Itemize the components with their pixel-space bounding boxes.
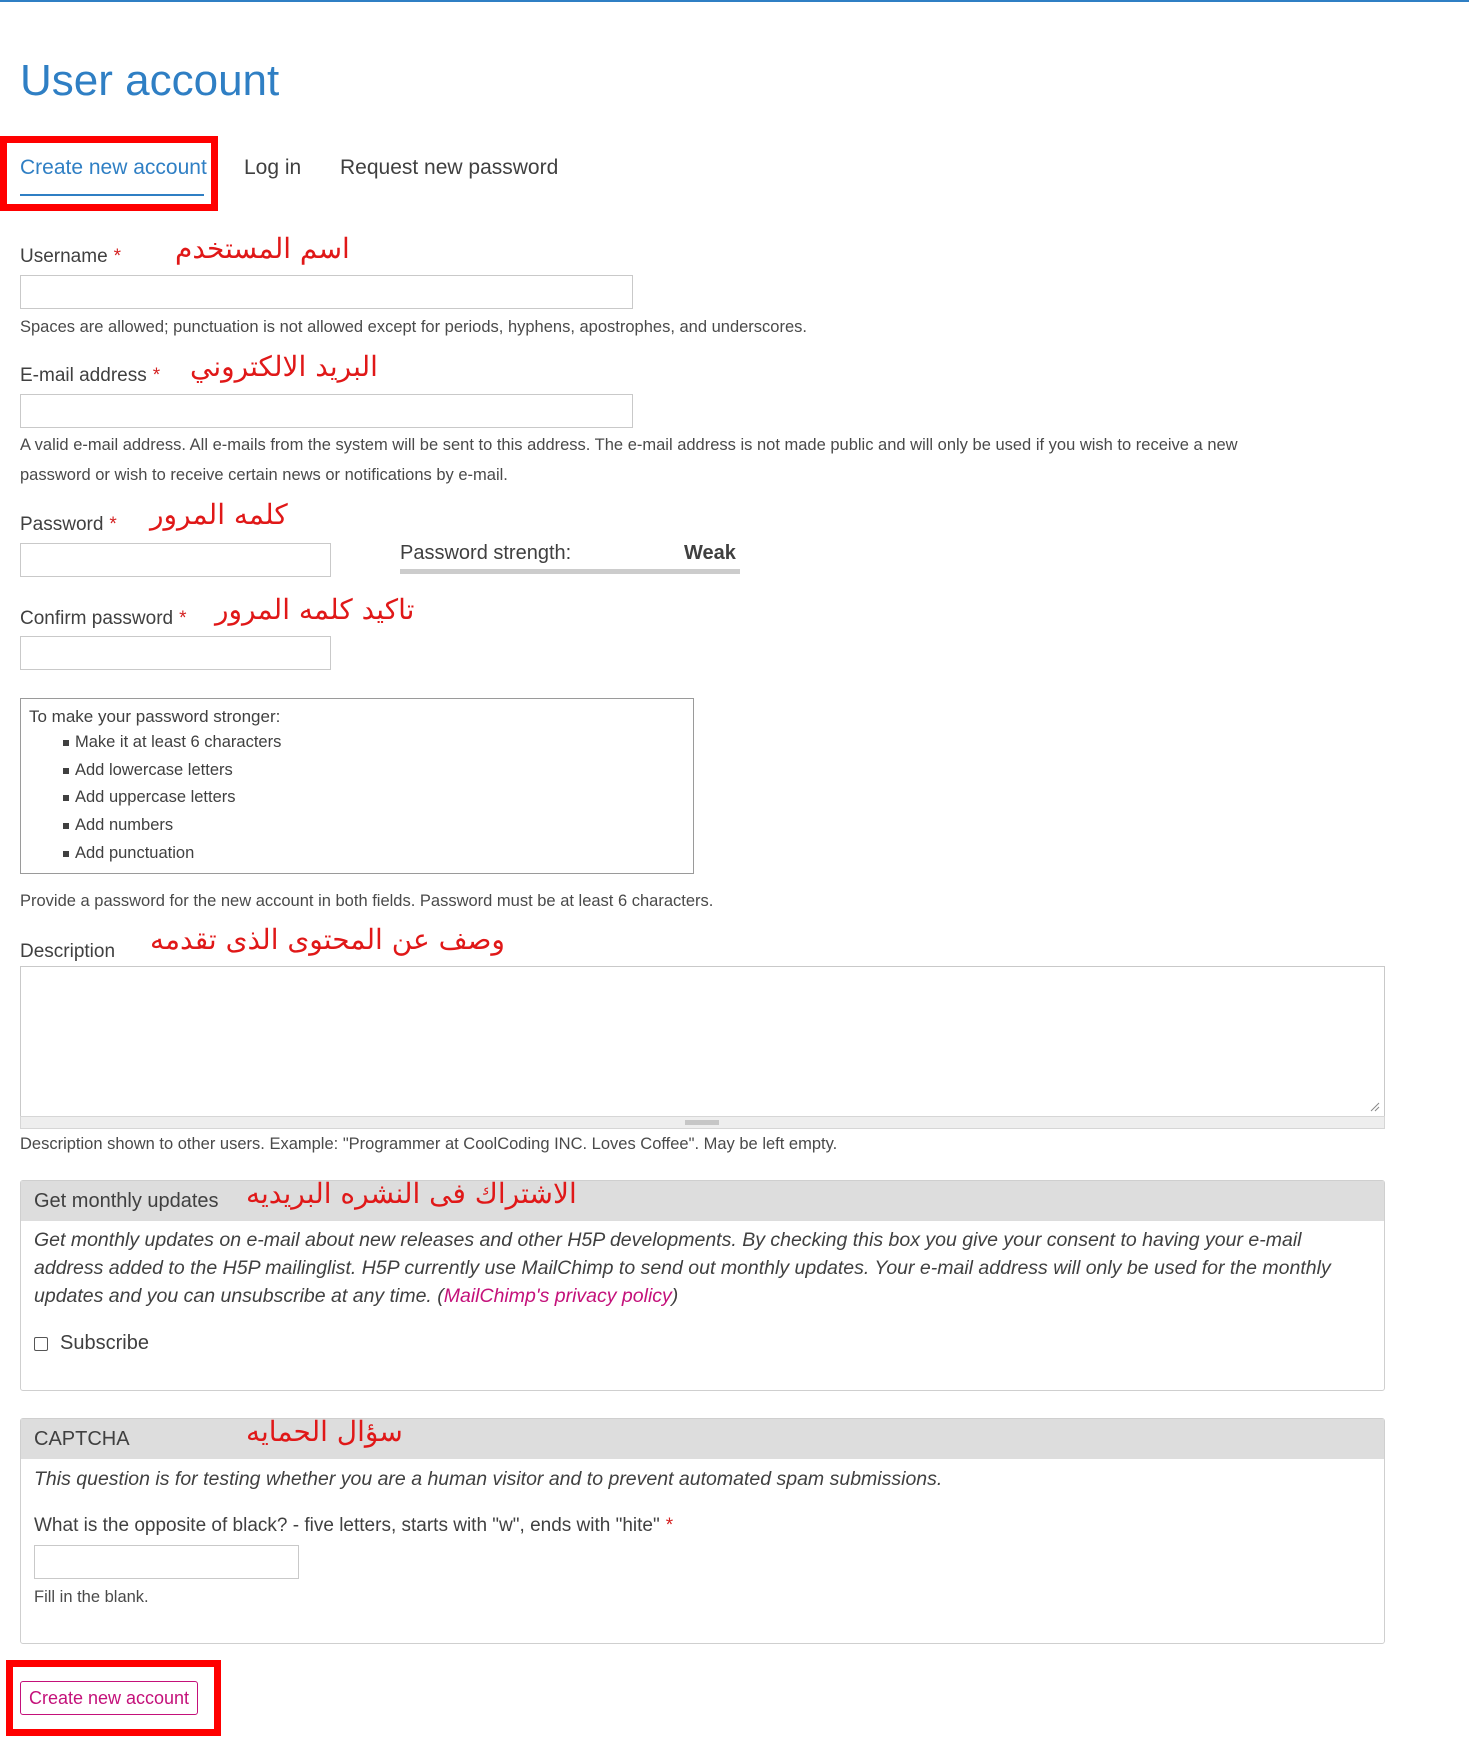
email-annotation: البريد الالكتروني — [190, 350, 378, 383]
tip-text: Add uppercase letters — [75, 788, 236, 807]
list-item — [29, 729, 281, 757]
email-input[interactable] — [20, 394, 633, 428]
subscribe-label[interactable]: Subscribe — [60, 1332, 149, 1354]
required-marker: * — [665, 1515, 674, 1536]
list-item — [29, 840, 281, 868]
page-title: User account — [20, 56, 280, 105]
required-marker: * — [152, 365, 161, 386]
bullet-icon — [63, 823, 69, 829]
captcha-question-text: What is the opposite of black? - five letters, starts with "w", ends with "hite" — [34, 1515, 660, 1536]
bullet-icon — [63, 851, 69, 857]
tip-text: Add numbers — [75, 816, 174, 835]
monthly-updates-fieldset — [20, 1177, 1385, 1391]
grip-icon — [685, 1120, 719, 1125]
password-tips-list — [29, 729, 281, 867]
email-label-text: E-mail address — [20, 365, 147, 386]
captcha-help: Fill in the blank. — [34, 1588, 149, 1606]
list-item — [29, 812, 281, 840]
bullet-icon — [63, 740, 69, 746]
tab-log-in[interactable]: Log in — [244, 156, 302, 179]
create-new-account-button[interactable]: Create new account — [20, 1681, 198, 1715]
username-label — [20, 246, 121, 268]
username-annotation: اسم المستخدم — [175, 232, 350, 265]
tab-create-new-account[interactable]: Create new account — [20, 156, 207, 179]
required-marker: * — [109, 514, 117, 535]
captcha-legend: CAPTCHA — [34, 1428, 130, 1450]
list-item — [29, 757, 281, 785]
tip-text: Add punctuation — [75, 843, 195, 862]
tip-text: Make it at least 6 characters — [75, 733, 282, 751]
required-marker: * — [179, 608, 187, 629]
username-input[interactable] — [20, 275, 633, 309]
password-strength-bar — [400, 569, 740, 574]
captcha-answer-input[interactable] — [34, 1545, 299, 1579]
description-annotation: وصف عن المحتوى الذى تقدمه — [150, 923, 505, 956]
tip-text: Add lowercase letters — [75, 760, 233, 779]
description-textarea[interactable] — [20, 966, 1385, 1117]
monthly-updates-text-line1: Get monthly updates on e-mail about new releases and other H5P developments. By checking this box you give your consent to having your e-mail — [34, 1229, 1302, 1251]
subscribe-checkbox[interactable] — [34, 1337, 48, 1351]
tab-request-new-password[interactable]: Request new password — [340, 156, 559, 179]
monthly-updates-text-line2: address added to the H5P mailinglist. H5P currently use MailChimp to send out monthly updates. Your e-mail address will only be used for the monthly — [34, 1257, 1331, 1279]
required-marker: * — [113, 246, 122, 267]
captcha-question — [34, 1515, 673, 1537]
monthly-updates-text-line3 — [34, 1282, 678, 1310]
confirm-password-input[interactable] — [20, 636, 331, 670]
password-tips-box — [20, 698, 694, 874]
captcha-annotation: سؤال الحمايه — [246, 1415, 403, 1448]
password-tips-title: To make your password stronger: — [29, 707, 281, 726]
bullet-icon — [63, 795, 69, 801]
captcha-legend-bar — [21, 1419, 1384, 1459]
resize-handle-icon[interactable] — [1370, 1102, 1380, 1112]
captcha-description: This question is for testing whether you are a human visitor and to prevent automated spam submissions. — [34, 1468, 943, 1490]
list-item — [29, 784, 281, 812]
monthly-updates-annotation: الاشتراك فى النشره البريديه — [246, 1177, 577, 1210]
email-label — [20, 365, 160, 387]
bullet-icon — [63, 768, 69, 774]
monthly-updates-legend: Get monthly updates — [34, 1190, 219, 1212]
confirm-password-annotation: تاكيد كلمه المرور — [215, 593, 415, 626]
mailchimp-privacy-link[interactable]: MailChimp's privacy policy — [443, 1285, 672, 1307]
confirm-password-label-text: Confirm password — [20, 608, 174, 629]
top-border — [0, 0, 1469, 2]
textarea-grippie[interactable] — [20, 1116, 1385, 1129]
email-help-line1: A valid e-mail address. All e-mails from the system will be sent to this address. The e-mail address is not made public and will only be used if you wish to receive a new — [20, 436, 1238, 454]
description-help: Description shown to other users. Example: "Programmer at CoolCoding INC. Loves Coffee". May be left empty. — [20, 1135, 838, 1153]
password-label-text: Password — [20, 514, 104, 535]
description-label: Description — [20, 941, 116, 962]
monthly-updates-legend-bar — [21, 1181, 1384, 1221]
email-help-line2: password or wish to receive certain news or notifications by e-mail. — [20, 466, 508, 484]
username-label-text: Username — [20, 246, 108, 267]
monthly-updates-text-line3-post: ) — [671, 1285, 679, 1307]
confirm-password-label — [20, 608, 187, 630]
captcha-fieldset — [20, 1415, 1385, 1644]
password-input[interactable] — [20, 543, 331, 577]
password-annotation: كلمه المرور — [150, 498, 288, 531]
active-tab-underline — [20, 194, 204, 196]
password-strength-value: Weak — [684, 542, 736, 564]
password-help: Provide a password for the new account in both fields. Password must be at least 6 characters. — [20, 892, 714, 910]
password-strength-label: Password strength: — [400, 542, 572, 564]
monthly-updates-text-line3-pre: updates and you can unsubscribe at any time. ( — [34, 1285, 444, 1307]
password-label — [20, 514, 117, 536]
username-help: Spaces are allowed; punctuation is not allowed except for periods, hyphens, apostrophes, and underscores. — [20, 318, 807, 336]
